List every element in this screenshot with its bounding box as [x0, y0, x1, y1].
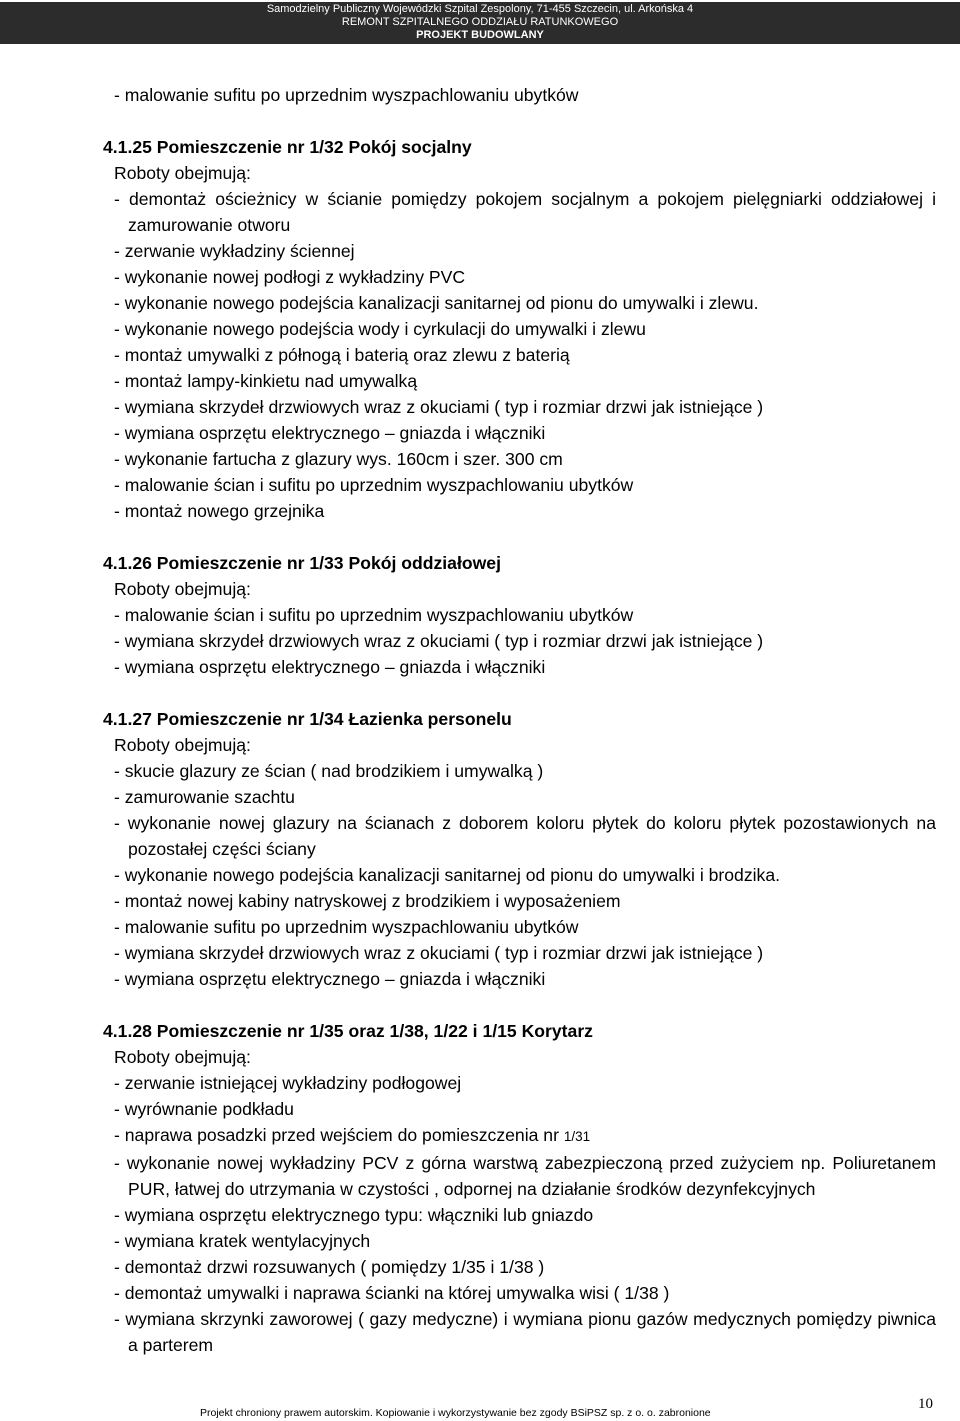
list-item: - wymiana skrzydeł drzwiowych wraz z okuciami ( typ i rozmiar drzwi jak istniejące )	[114, 397, 764, 417]
list-item: - demontaż drzwi rozsuwanych ( pomiędzy 1/35 i 1/38 )	[114, 1257, 545, 1277]
room-reference: 1/31	[563, 1129, 591, 1144]
list-item: - wykonanie nowego podejścia kanalizacji sanitarnej od pionu do umywalki i brodzika.	[114, 865, 781, 885]
section-subtitle: Roboty obejmują:	[114, 579, 251, 599]
document-header	[0, 2, 960, 44]
list-item: - zamurowanie szachtu	[114, 787, 295, 807]
header-project-type: PROJEKT BUDOWLANY	[416, 29, 544, 41]
list-item: - malowanie sufitu po uprzednim wyszpachlowaniu ubytków	[114, 917, 579, 937]
section-4-1-27	[103, 706, 936, 992]
list-item: - malowanie ścian i sufitu po uprzednim wyszpachlowaniu ubytków	[114, 475, 634, 495]
list-item: - wykonanie nowej glazury na ścianach z doborem koloru płytek do koloru płytek pozostawionych na pozostałej części ściany	[114, 813, 936, 859]
section-4-1-28	[103, 1018, 936, 1358]
list-item: - montaż nowego grzejnika	[114, 501, 325, 521]
section-title: 4.1.25 Pomieszczenie nr 1/32 Pokój socjalny	[103, 137, 472, 157]
section-title: 4.1.28 Pomieszczenie nr 1/35 oraz 1/38, 1/22 i 1/15 Korytarz	[103, 1021, 593, 1041]
section-subtitle: Roboty obejmują:	[114, 1047, 251, 1067]
list-item: - wymiana skrzynki zaworowej ( gazy medyczne) i wymiana pionu gazów medycznych pomiędzy piwnica a parterem	[114, 1309, 936, 1355]
document-body	[103, 82, 936, 1358]
list-item: - wymiana osprzętu elektrycznego – gniazda i włączniki	[114, 657, 546, 677]
list-item: - wyrównanie podkładu	[114, 1099, 294, 1119]
list-item: - wymiana skrzydeł drzwiowych wraz z okuciami ( typ i rozmiar drzwi jak istniejące )	[114, 943, 764, 963]
list-item: - wymiana kratek wentylacyjnych	[114, 1231, 371, 1251]
copyright-notice: Projekt chroniony prawem autorskim. Kopiowanie i wykorzystywanie bez zgody BSiPSZ sp. z o. o. zabronione	[200, 1407, 711, 1419]
header-institution: Samodzielny Publiczny Wojewódzki Szpital Zespolony, 71-455 Szczecin, ul. Arkońska 4	[266, 3, 694, 15]
page-number: 10	[918, 1396, 933, 1412]
list-item: - wymiana osprzętu elektrycznego – gniazda i włączniki	[114, 423, 546, 443]
section-subtitle: Roboty obejmują:	[114, 163, 251, 183]
list-item: - wykonanie nowej wykładziny PCV z górna warstwą zabezpieczoną przed zużyciem np. Poliuretanem PUR, łatwej do utrzymania w czystości , odpornej na działanie środków dezynfekcyjnych	[114, 1153, 936, 1199]
list-item: - skucie glazury ze ścian ( nad brodzikiem i umywalką )	[114, 761, 544, 781]
list-item: - demontaż umywalki i naprawa ścianki na której umywalka wisi ( 1/38 )	[114, 1283, 670, 1303]
list-item: - wykonanie nowej podłogi z wykładziny PVC	[114, 267, 466, 287]
header-project-title: REMONT SZPITALNEGO ODDZIAŁU RATUNKOWEGO	[341, 16, 619, 28]
list-item: - wymiana osprzętu elektrycznego typu: włączniki lub gniazdo	[114, 1205, 594, 1225]
list-item: - montaż nowej kabiny natryskowej z brodzikiem i wyposażeniem	[114, 891, 621, 911]
section-title: 4.1.26 Pomieszczenie nr 1/33 Pokój oddziałowej	[103, 553, 501, 573]
list-item: - wymiana skrzydeł drzwiowych wraz z okuciami ( typ i rozmiar drzwi jak istniejące )	[114, 631, 764, 651]
section-4-1-26	[103, 550, 936, 680]
list-item: - wykonanie nowego podejścia kanalizacji sanitarnej od pionu do umywalki i zlewu.	[114, 293, 759, 313]
list-item: - malowanie ścian i sufitu po uprzednim wyszpachlowaniu ubytków	[114, 605, 634, 625]
section-title: 4.1.27 Pomieszczenie nr 1/34 Łazienka personelu	[103, 709, 512, 729]
list-item: - zerwanie istniejącej wykładziny podłogowej	[114, 1073, 462, 1093]
list-item	[114, 1122, 936, 1150]
list-item: - montaż umywalki z półnogą i baterią oraz zlewu z baterią	[114, 345, 570, 365]
list-item: - demontaż ościeżnicy w ścianie pomiędzy pokojem socjalnym a pokojem pielęgniarki oddziałowej i zamurowanie otworu	[114, 189, 936, 235]
list-item: - zerwanie wykładziny ściennej	[114, 241, 355, 261]
list-item: - wykonanie fartucha z glazury wys. 160cm i szer. 300 cm	[114, 449, 563, 469]
list-item-text: - naprawa posadzki przed wejściem do pomieszczenia nr	[114, 1125, 564, 1145]
list-item: - wymiana osprzętu elektrycznego – gniazda i włączniki	[114, 969, 546, 989]
list-item: - montaż lampy-kinkietu nad umywalką	[114, 371, 418, 391]
section-4-1-25	[103, 134, 936, 524]
intro-line: - malowanie sufitu po uprzednim wyszpachlowaniu ubytków	[114, 85, 579, 105]
section-subtitle: Roboty obejmują:	[114, 735, 251, 755]
list-item: - wykonanie nowego podejścia wody i cyrkulacji do umywalki i zlewu	[114, 319, 646, 339]
